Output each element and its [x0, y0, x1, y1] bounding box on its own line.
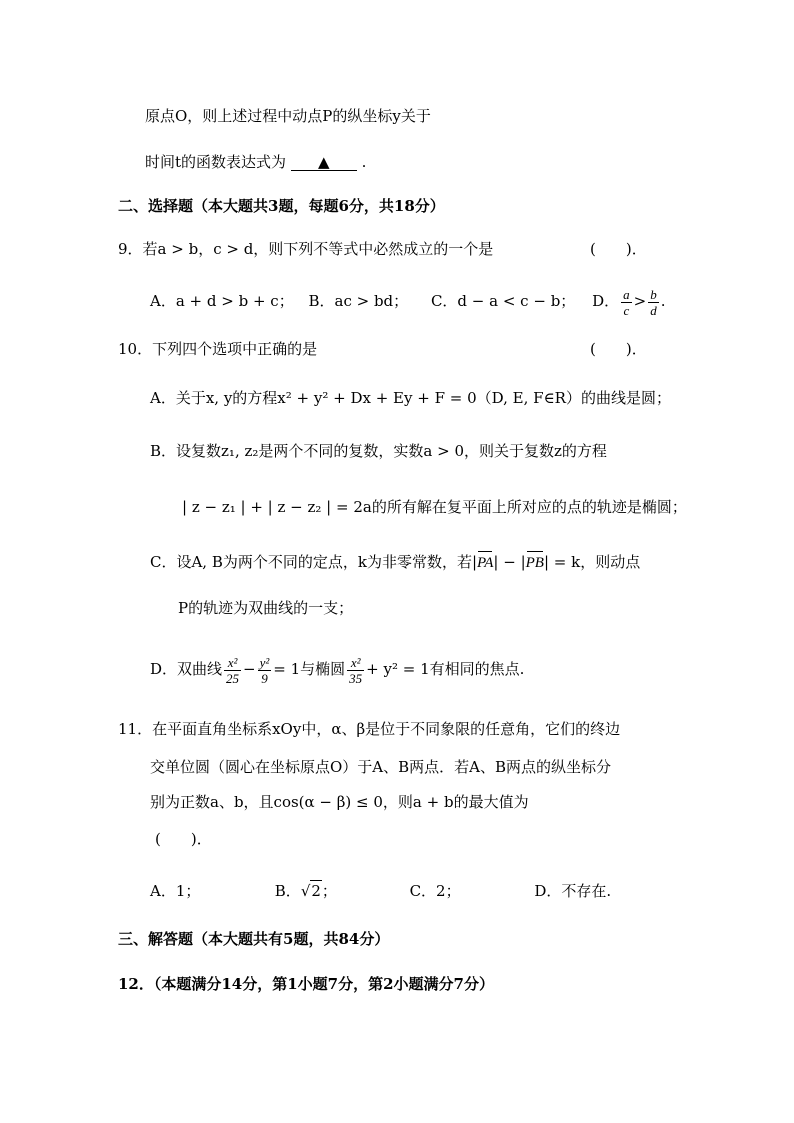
q9-option-d [592, 286, 666, 318]
q11-option-b-root: 2 [311, 882, 321, 900]
q9-option-b: B．ac > bd； [308, 292, 409, 310]
fraction-x2-35-den: 35 [349, 670, 363, 686]
q10-option-b-line-1: B．设复数z₁, z₂是两个不同的复数，实数a > 0，则关于复数z的方程 [150, 442, 607, 460]
q11-line-2: 交单位圆（圆心在坐标原点O）于A、B两点．若A、B两点的纵坐标分 [150, 758, 612, 776]
section-3-heading: 三、解答题（本大题共有5题，共84分） [118, 930, 390, 948]
fraction-x2-35 [347, 655, 364, 686]
q9-frac-num-b: b [650, 286, 657, 302]
q10-option-d [150, 652, 524, 686]
q8-line-2 [145, 152, 366, 172]
q9-gt: > [633, 292, 647, 310]
q10-option-c-line-1 [150, 552, 640, 573]
vector-pa: PA [477, 555, 494, 571]
q9-option-c: C．d − a < c − b； [430, 292, 576, 310]
q9-stem: 9．若a > b，c > d，则下列不等式中必然成立的一个是 [118, 240, 494, 258]
q10-option-d-post: + y² = 1有相同的焦点. [366, 660, 525, 678]
q10-option-d-pre: D．双曲线 [150, 660, 223, 678]
q10-option-a: A．关于x, y的方程x² + y² + Dx + Ey + F = 0（D, E, F∈R）的曲线是圆； [150, 389, 671, 407]
fraction-x2-25 [224, 655, 241, 686]
q11-option-d: D．不存在. [534, 882, 612, 900]
fraction-x2-25-num: x² [224, 655, 241, 671]
q11-option-b-label: B． [274, 882, 301, 900]
q9-frac-den-c: c [623, 302, 630, 318]
q11-option-a: A．1； [150, 882, 201, 900]
q9-option-d-end: . [660, 292, 666, 310]
fraction-y2-9-den: 9 [261, 670, 268, 686]
q10-option-d-mid: = 1与椭圆 [273, 660, 346, 678]
q9-option-a: A．a + d > b + c； [150, 292, 294, 310]
fraction-y2-9-num: y² [259, 654, 270, 670]
sqrt-sign: √ [300, 882, 311, 900]
q12-heading: 12．（本题满分14分，第1小题7分，第2小题满分7分） [118, 975, 494, 993]
fraction-x2-35-num: x² [347, 655, 364, 671]
q8-line-2-text: 时间t的函数表达式为 [145, 153, 287, 171]
q9-options [150, 285, 665, 318]
q9-fraction-b-d [648, 287, 659, 318]
q10-option-b-line-2: | z − z₁ | + | z − z₂ | = 2a的所有解在复平面上所对应的点的轨迹是椭圆； [182, 498, 687, 516]
q10-stem: 10．下列四个选项中正确的是 [118, 340, 318, 358]
fraction-y2-9 [258, 655, 272, 686]
q9-frac-den-d: d [650, 302, 657, 318]
q9-option-d-label: D． [592, 292, 620, 310]
q10-paren: ( )． [590, 340, 647, 358]
q11-option-c: C．2； [409, 882, 461, 900]
q10-option-c-mid: | − | [493, 553, 526, 571]
q10-option-c-line-2: P的轨迹为双曲线的一支； [178, 599, 354, 617]
answer-blank: ▲ [291, 154, 357, 171]
q9-fraction-a-c [621, 287, 632, 318]
q10-option-d-minus: − [243, 660, 256, 678]
q11-option-b [275, 880, 405, 901]
q11-line-3: 别为正数a、b，且cos(α − β) ≤ 0，则a + b的最大值为 [150, 793, 529, 811]
vector-pb: PB [525, 555, 544, 571]
q11-options [150, 880, 611, 901]
q11-line-1: 11．在平面直角坐标系xOy中，α、β是位于不同象限的任意角，它们的终边 [118, 720, 621, 738]
section-2-heading: 二、选择题（本大题共3题，每题6分，共18分） [118, 197, 445, 215]
fraction-x2-25-den: 25 [226, 670, 240, 686]
q10-option-c-post: | = k，则动点 [543, 553, 641, 571]
q10-option-c-pre: C．设A, B为两个不同的定点，k为非零常数，若| [150, 553, 478, 571]
q8-line-2-end: . [361, 153, 367, 171]
q8-line-1: 原点O，则上述过程中动点P的纵坐标y关于 [145, 107, 431, 125]
q11-option-b-end: ； [321, 882, 337, 900]
q9-frac-num-a: a [623, 286, 630, 302]
q9-paren: ( )． [590, 240, 647, 258]
q11-paren: ( )． [155, 830, 212, 848]
